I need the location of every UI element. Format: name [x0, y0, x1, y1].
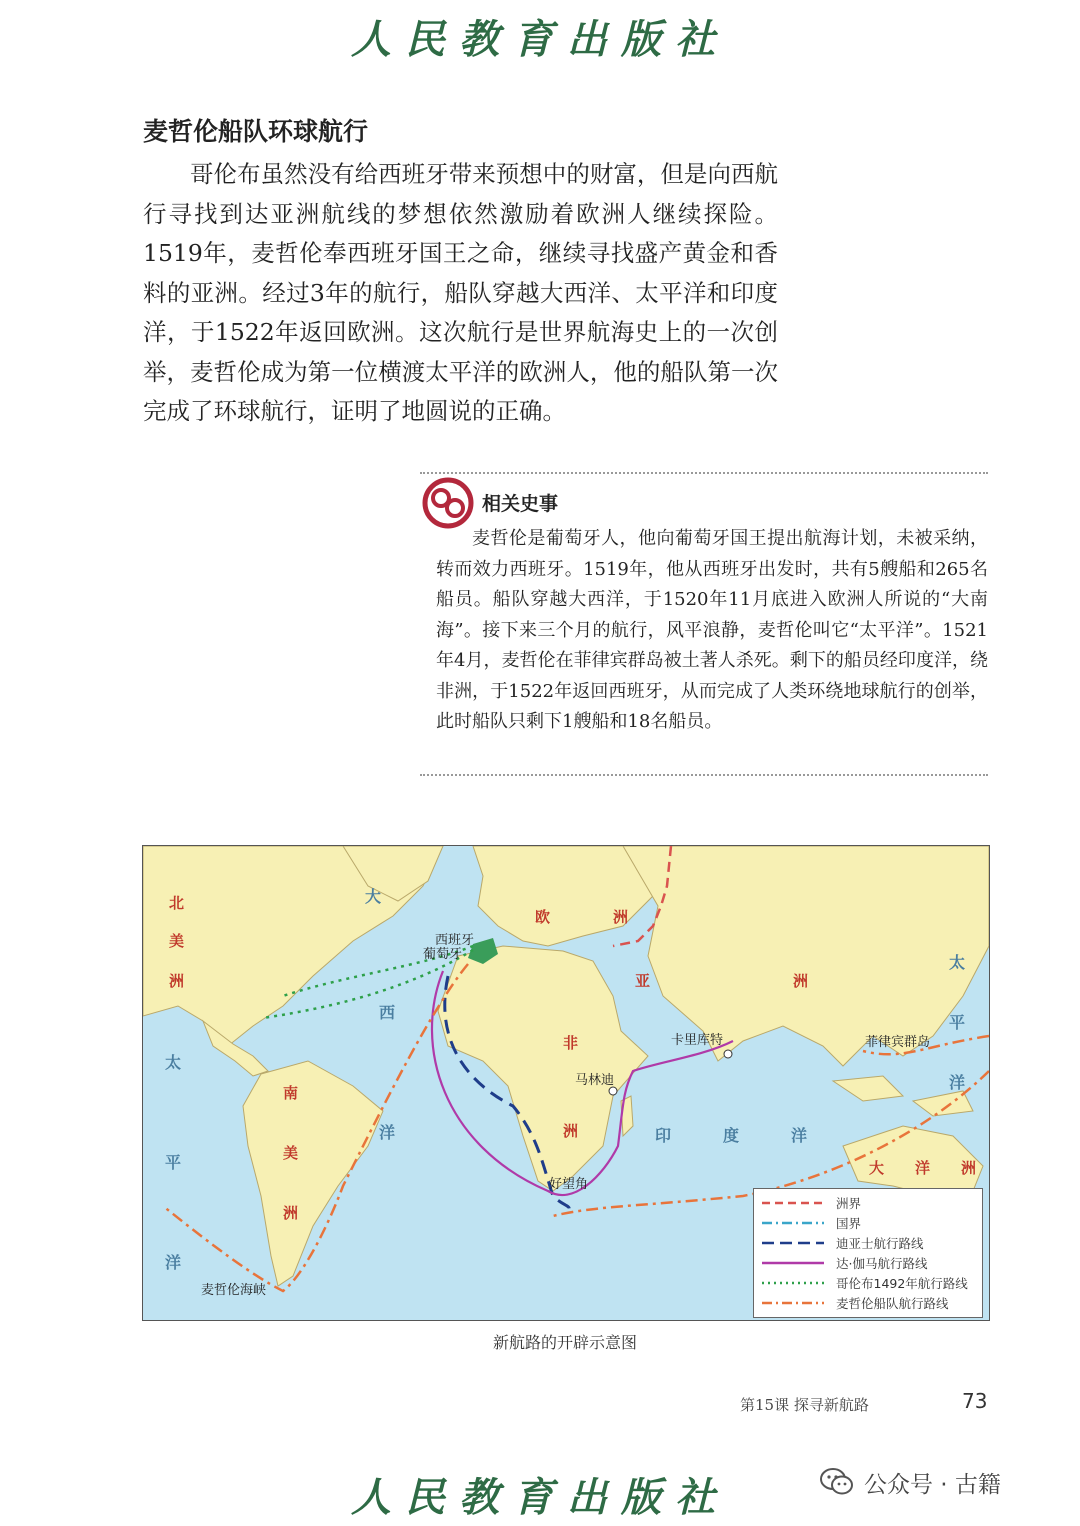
section-title: 麦哲伦船队环球航行: [143, 117, 369, 146]
map-caption: 新航路的开辟示意图: [492, 1333, 637, 1352]
asia-label-1: 亚: [635, 972, 651, 990]
related-history-box: [420, 472, 988, 776]
legend-label: 洲界: [836, 1196, 862, 1211]
watermark-text: 公众号 · 古籍: [864, 1471, 1001, 1498]
indian-label-2: 度: [723, 1126, 740, 1145]
legend-row: [762, 1273, 982, 1293]
body-paragraph: 哥伦布虽然没有给西班牙带来预想中的财富，但是向西航行寻找到达亚洲航线的梦想依然激励着欧洲人继续探险。1519年，麦哲伦奉西班牙国王之命，继续寻找盛产黄金和香料的亚洲。经过3年的航行，船队穿越大西洋、太平洋和印度洋，于1522年返回欧洲。这次航行是世界航海史上的一次创举，麦哲伦成为第一位横渡太平洋的欧洲人，他的船队第一次完成了环球航行，证明了地圆说的正确。: [143, 160, 778, 425]
publisher-header: 人民教育出版社: [351, 16, 729, 63]
legend-line-dagama: [762, 1258, 826, 1268]
map-legend: [753, 1188, 983, 1318]
indian-label-3: 洋: [791, 1126, 808, 1145]
malindi-label: 马林迪: [575, 1073, 615, 1088]
legend-row: [762, 1253, 982, 1273]
pacific-east-label-1: 太: [949, 953, 966, 972]
pacific-west-label-1: 太: [165, 1053, 182, 1072]
north-america-label-1: 北: [169, 894, 185, 912]
africa-label-1: 非: [563, 1034, 579, 1052]
south-america-label-1: 南: [283, 1084, 299, 1102]
new-sea-routes-map: [142, 845, 990, 1321]
spain-label: 西班牙: [435, 933, 475, 948]
pacific-west-label-2: 平: [165, 1153, 182, 1172]
legend-row: [762, 1193, 982, 1213]
africa-land: [438, 946, 651, 1191]
calicut-marker: [724, 1050, 732, 1058]
europe-label-1: 欧: [535, 908, 551, 926]
malindi-marker: [609, 1087, 617, 1095]
legend-label: 国界: [836, 1216, 862, 1231]
indian-label-1: 印: [655, 1126, 672, 1145]
philippines-label: 菲律宾群岛: [865, 1035, 931, 1050]
legend-label: 麦哲伦船队航行路线: [836, 1296, 949, 1311]
atlantic-label-1: 大: [365, 887, 382, 906]
related-history-icon: [422, 477, 474, 529]
legend-label: 迪亚士航行路线: [836, 1236, 924, 1251]
legend-label: 达·伽马航行路线: [836, 1256, 928, 1271]
oceania-label-2: 洋: [915, 1159, 931, 1177]
legend-line-dias: [762, 1238, 826, 1248]
publisher-footer: 人民教育出版社: [351, 1474, 729, 1521]
atlantic-label-2: 西: [379, 1003, 396, 1022]
legend-line-magellan: [762, 1298, 826, 1308]
page-number: 73: [962, 1389, 988, 1413]
legend-row: [762, 1233, 982, 1253]
pacific-east-label-2: 平: [949, 1013, 966, 1032]
north-america-label-2: 美: [169, 932, 185, 950]
pacific-west-label-3: 洋: [165, 1253, 182, 1272]
legend-line-columbus: [762, 1278, 826, 1288]
pacific-east-label-3: 洋: [949, 1073, 966, 1092]
sidebar-text: [436, 524, 988, 738]
footer-lesson-title: 第15课 探寻新航路: [740, 1396, 869, 1414]
legend-line-country: [762, 1218, 826, 1228]
portugal-label: 葡萄牙: [423, 947, 463, 962]
legend-label: 哥伦布1492年航行路线: [836, 1276, 968, 1291]
wechat-watermark: [820, 1462, 1001, 1502]
asia-label-2: 洲: [793, 972, 809, 990]
legend-line-continent: [762, 1198, 826, 1208]
calicut-label: 卡里库特: [671, 1033, 724, 1048]
south-america-label-3: 洲: [283, 1204, 299, 1222]
wechat-icon: [820, 1467, 854, 1497]
cape-label: 好望角: [549, 1177, 589, 1192]
legend-row: [762, 1293, 982, 1313]
atlantic-label-3: 洋: [379, 1123, 396, 1142]
sidebar-paragraph: 麦哲伦是葡萄牙人，他向葡萄牙国王提出航海计划，未被采纳，转而效力西班牙。1519年，他从西班牙出发时，共有5艘船和265名船员。船队穿越大西洋，于1520年11月底进入欧洲人所说的“大南海”。接下来三个月的航行，风平浪静，麦哲伦叫它“太平洋”。1521年4月，麦哲伦在菲律宾群岛被土著人杀死。剩下的船员经印度洋，绕非洲，于1522年返回西班牙，从而完成了人类环绕地球航行的创举，此时船队只剩下1艘船和18名船员。: [436, 528, 988, 732]
sidebar-title: 相关史事: [482, 493, 559, 515]
body-text: [143, 155, 778, 432]
north-america-label-3: 洲: [169, 972, 185, 990]
south-america-label-2: 美: [283, 1144, 299, 1162]
oceania-label-3: 洲: [961, 1159, 977, 1177]
oceania-label-1: 大: [869, 1159, 885, 1177]
europe-label-2: 洲: [613, 908, 629, 926]
legend-row: [762, 1213, 982, 1233]
magellan-strait-label: 麦哲伦海峡: [201, 1283, 267, 1298]
africa-label-2: 洲: [563, 1122, 579, 1140]
